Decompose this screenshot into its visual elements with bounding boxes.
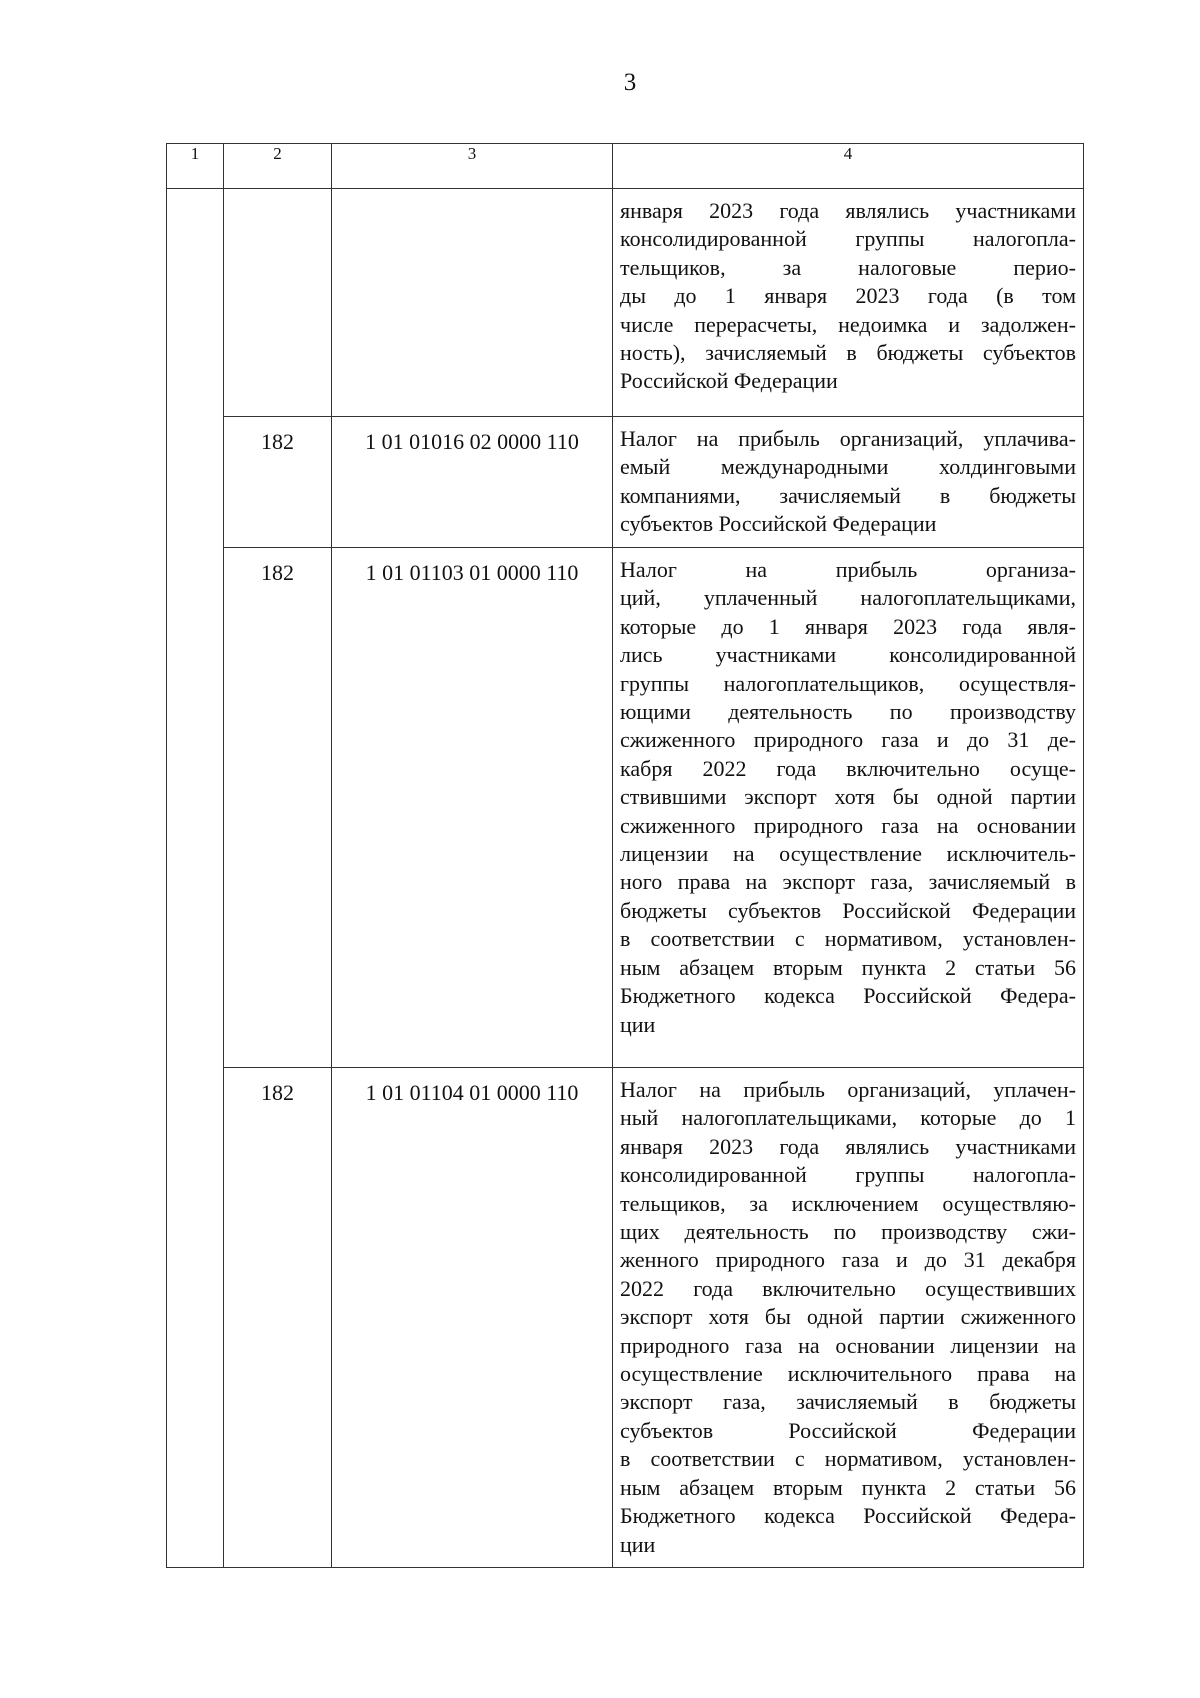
table-row [167, 189, 1084, 417]
text-line: января 2023 года являлись участниками [620, 198, 1076, 223]
text-line: ющими деятельность по производству [620, 699, 1076, 725]
text-line: тельщиков, за налоговые перио- [620, 254, 1076, 280]
revenue-name-cell [613, 189, 1084, 417]
text-line: ды до 1 января 2023 года (в том [620, 283, 1076, 309]
table-row [167, 1068, 1084, 1568]
text-line: Налог на прибыль организаций, уплачен- [620, 1077, 1076, 1102]
table-header-row [167, 144, 1084, 189]
header-cell-3: 3 [332, 144, 613, 189]
text-line: экспорт хотя бы одной партии сжиженного [620, 1304, 1076, 1330]
table-row [167, 417, 1084, 548]
admin-code-cell: 182 [224, 548, 332, 1068]
text-line: бюджеты субъектов Российской Федерации [620, 897, 1076, 923]
text-line: в соответствии с нормативом, установлен- [620, 926, 1076, 952]
text-line: января 2023 года являлись участниками [620, 1133, 1076, 1159]
text-line: ный налогоплательщиками, которые до 1 [620, 1105, 1076, 1131]
text-line: Налог на прибыль организаций, уплачива- [620, 426, 1076, 451]
text-line: ций, уплаченный налогоплательщиками, [620, 585, 1076, 611]
text-line: Налог на прибыль организа- [620, 557, 1076, 582]
budget-code-cell: 1 01 01016 02 0000 110 [332, 417, 613, 548]
text-line: Бюджетного кодекса Российской Федера- [620, 1503, 1076, 1529]
text-line: сжиженного природного газа на основании [620, 812, 1076, 838]
text-line: субъектов Российской Федерации [620, 511, 937, 537]
text-line: Бюджетного кодекса Российской Федера- [620, 983, 1076, 1009]
text-line: субъектов Российской Федерации [620, 1417, 1076, 1443]
text-line: осуществление исключительного права на [620, 1361, 1076, 1387]
admin-code-cell: 182 [224, 417, 332, 548]
header-cell-2: 2 [224, 144, 332, 189]
text-line: тельщиков, за исключением осуществляю- [620, 1190, 1076, 1216]
text-line: лицензии на осуществление исключитель- [620, 841, 1076, 867]
merged-number-cell [167, 189, 224, 1568]
text-line: которые до 1 января 2023 года явля- [620, 613, 1076, 639]
text-line: Российской Федерации [620, 368, 838, 394]
table-row [167, 548, 1084, 1068]
text-line: 2022 года включительно осуществивших [620, 1275, 1076, 1301]
text-line: ции [620, 1531, 656, 1557]
text-line: женного природного газа и до 31 декабря [620, 1247, 1076, 1273]
text-line: в соответствии с нормативом, установлен- [620, 1446, 1076, 1472]
revenue-codes-table [166, 143, 1084, 1568]
budget-code-cell: 1 01 01104 01 0000 110 [332, 1068, 613, 1568]
revenue-name-cell [613, 1068, 1084, 1568]
text-line: группы налогоплательщиков, осуществля- [620, 670, 1076, 696]
text-line: ции [620, 1011, 656, 1037]
budget-code-cell: 1 01 01103 01 0000 110 [332, 548, 613, 1068]
text-line: ного права на экспорт газа, зачисляемый в [620, 869, 1076, 895]
text-line: консолидированной группы налогопла- [620, 226, 1076, 252]
text-line: компаниями, зачисляемый в бюджеты [620, 482, 1076, 508]
budget-code-cell [332, 189, 613, 417]
text-line: ствившими экспорт хотя бы одной партии [620, 784, 1076, 810]
text-line: щих деятельность по производству сжи- [620, 1219, 1076, 1245]
header-cell-4: 4 [613, 144, 1084, 189]
header-cell-1: 1 [167, 144, 224, 189]
text-line: ным абзацем вторым пункта 2 статьи 56 [620, 954, 1076, 980]
admin-code-cell [224, 189, 332, 417]
text-line: консолидированной группы налогопла- [620, 1162, 1076, 1188]
text-line: экспорт газа, зачисляемый в бюджеты [620, 1389, 1076, 1415]
text-line: ность), зачисляемый в бюджеты субъектов [620, 340, 1076, 366]
page-number: 3 [623, 69, 637, 96]
revenue-name-cell [613, 417, 1084, 548]
text-line: лись участниками консолидированной [620, 642, 1076, 668]
text-line: природного газа на основании лицензии на [620, 1332, 1076, 1358]
revenue-name-cell [613, 548, 1084, 1068]
text-line: сжиженного природного газа и до 31 де- [620, 727, 1076, 753]
text-line: числе перерасчеты, недоимка и задолжен- [620, 311, 1076, 337]
admin-code-cell: 182 [224, 1068, 332, 1568]
text-line: кабря 2022 года включительно осуще- [620, 755, 1076, 781]
text-line: ным абзацем вторым пункта 2 статьи 56 [620, 1474, 1076, 1500]
text-line: емый международными холдинговыми [620, 454, 1076, 480]
